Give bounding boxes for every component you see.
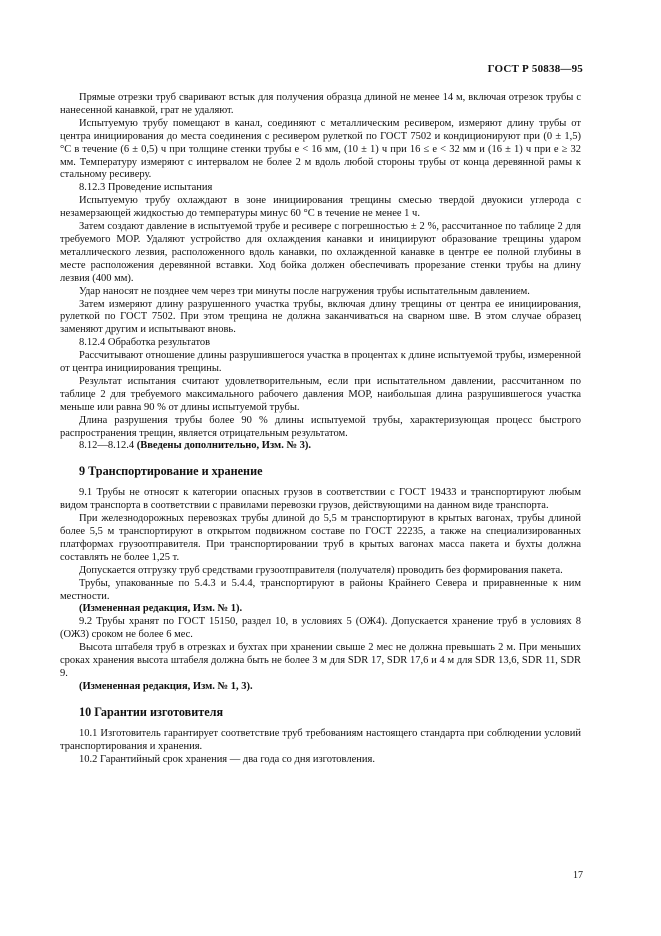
paragraph: При железнодорожных перевозках трубы длиной до 5,5 м транспортируют в крытых вагонах, трубы длиной более 5,5 м транспортируют в открытом подвижном составе по ГОСТ 22235, а также на специализированных платформах грузоотправителя. При транспортировании труб в крытых вагонах масса пакета и бухты должна составлять не более 1,25 т. xyxy=(60,513,581,563)
document-body xyxy=(60,92,581,766)
document-code-header: ГОСТ Р 50838—95 xyxy=(487,63,583,75)
paragraph: Затем измеряют длину разрушенного участка трубы, включая длину трещины от центра ее инициирования, рулеткой по ГОСТ 7502. При этом трещина не должна заканчиваться на сварном шве. В этом случае образец заменяют другим и испытывают вновь. xyxy=(60,298,581,336)
paragraph: Испытуемую трубу помещают в канал, соединяют с металлическим ресивером, измеряют длину трубы от центра инициирования до места соединения с ресивером рулеткой по ГОСТ 7502 и кондиционируют при (0 ± 1,5) °С в течение (6 ± 0,5) ч при толщине стенки трубы e < 16 мм, (10 ± 1) ч при 16 ≤ e < 32 мм и (16 ± 1) ч при e ≥ 32 мм. Температуру измеряют с интервалом не более 2 м вдоль любой стороны трубы от конца деревянной рамы к стальному ресиверу. xyxy=(60,117,581,181)
amendment-note: (Измененная редакция, Изм. № 1, 3). xyxy=(79,680,253,692)
section-9-title: 9 Транспортирование и хранение xyxy=(79,464,263,479)
paragraph: Длина разрушения трубы более 90 % длины испытуемой трубы, характеризующая процесс быстрого распространения трещин, является отрицательным результатом. xyxy=(60,414,581,439)
paragraph: Высота штабеля труб в отрезках и бухтах при хранении свыше 2 мес не должна превышать 2 м. При меньших сроках хранения высота штабеля должна быть не более 3 м для SDR 17, SDR 17,6 и 4 м для SDR 13,6, SDR 11, SDR 9. xyxy=(60,642,581,679)
subsection-heading-8-12-4: 8.12.4 Обработка результатов xyxy=(79,337,211,349)
amendment-ref: 8.12—8.12.4 xyxy=(79,440,135,452)
paragraph: Прямые отрезки труб сваривают встык для получения образца длиной не менее 14 м, включая отрезок трубы с нанесенной канавкой, грат не удаляют. xyxy=(60,92,581,116)
paragraph: 10.1 Изготовитель гарантирует соответствие труб требованиям настоящего стандарта при соблюдении условий транспортирования и хранения. xyxy=(60,727,581,752)
paragraph: 9.2 Трубы хранят по ГОСТ 15150, раздел 10, в условиях 5 (ОЖ4). Допускается хранение труб в условиях 8 (ОЖ3) сроком не более 6 мес. xyxy=(60,616,581,641)
page-number: 17 xyxy=(573,870,583,881)
amendment-note: (Измененная редакция, Изм. № 1). xyxy=(79,603,243,615)
amendment-text: (Введены дополнительно, Изм. № 3). xyxy=(136,440,311,452)
paragraph: Трубы, упакованные по 5.4.3 и 5.4.4, транспортируют в районы Крайнего Севера и приравненные к ним местности. xyxy=(60,577,581,602)
paragraph: Удар наносят не позднее чем через три минуты после нагружения трубы испытательным давлением. xyxy=(79,285,530,297)
paragraph: Затем создают давление в испытуемой трубе и ресивере с погрешностью ± 2 %, рассчитанное по таблице 2 для требуемого МОР. Удаляют устройство для охлаждения канавки и инициируют образование трещины ударом металлического лезвия, расположенного вдоль канавки, по охлажденной канавке в центре ее полной глубины в месте расположения деревянной вставки. Ход бойка должен обеспечивать прорезание стенки трубы на длину лезвия (400 мм). xyxy=(60,221,581,284)
paragraph: Испытуемую трубу охлаждают в зоне инициирования трещины смесью твердой двуокиси углерода с незамерзающей жидкостью до температуры минус 60 °С в течение не менее 1 ч. xyxy=(60,195,581,220)
amendment-note xyxy=(60,440,581,453)
paragraph: Результат испытания считают удовлетворительным, если при испытательном давлении, рассчитанном по таблице 2 для требуемого максимального рабочего давления МОР, наибольшая длина разрушившегося участка меньше или равна 90 % от длины испытуемой трубы. xyxy=(60,375,581,413)
subsection-heading-8-12-3: 8.12.3 Проведение испытания xyxy=(79,182,213,194)
paragraph: 10.2 Гарантийный срок хранения — два года со дня изготовления. xyxy=(79,753,375,765)
paragraph: Рассчитывают отношение длины разрушившегося участка в процентах к длине испытуемой трубы, измеренной от центра инициирования трещины. xyxy=(60,350,581,375)
paragraph: Допускается отгрузку труб средствами грузоотправителя (получателя) проводить без формирования пакета. xyxy=(79,564,563,576)
section-10-title: 10 Гарантии изготовителя xyxy=(79,704,224,719)
paragraph: 9.1 Трубы не относят к категории опасных грузов в соответствии с ГОСТ 19433 и транспортируют любым видом транспорта в соответствии с правилами перевозки грузов, действующими на данном виде транспорта. xyxy=(60,487,581,512)
